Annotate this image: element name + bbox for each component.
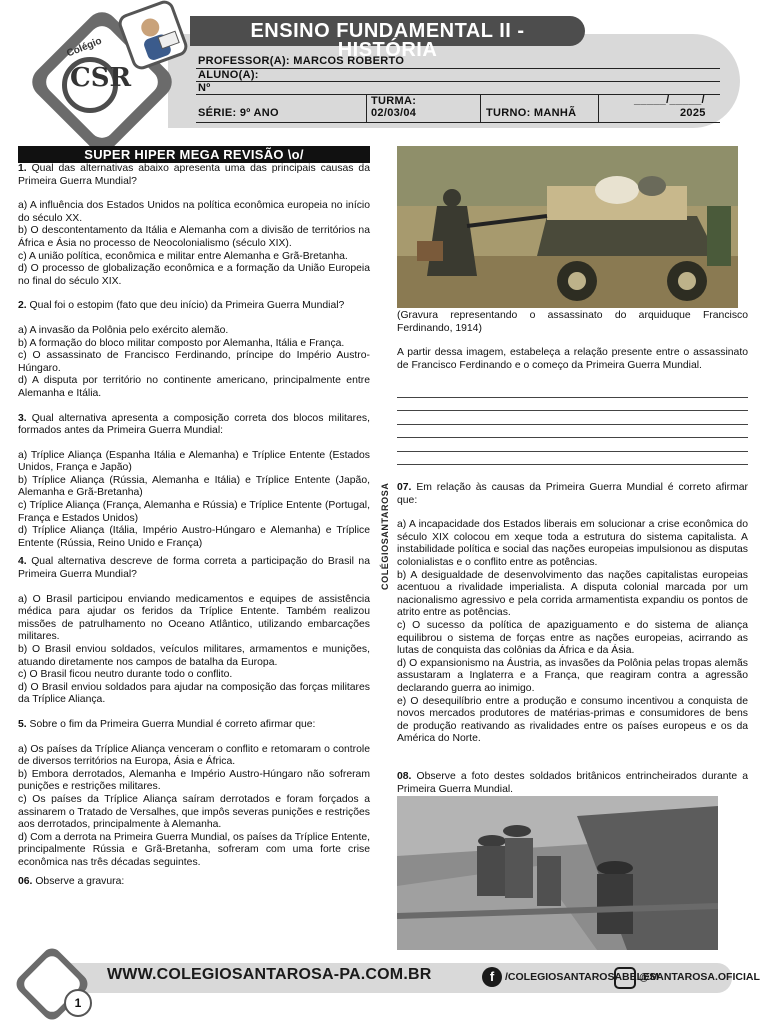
answer-option: a) A influência dos Estados Unidos na política econômica europeia no início do século XX. (18, 200, 370, 224)
answer-option: c) O assassinato de Francisco Ferdinando, príncipe do Império Austro-Húngaro. (18, 350, 370, 374)
student-number-field: Nº (198, 82, 211, 94)
vertical-watermark: COLÉGIOSANTAROSA (380, 482, 390, 590)
answer-option: c) A união política, econômica e militar entre Alemanha e Grã-Bretanha. (18, 250, 348, 262)
question-7-option-e: e) O desequilíbrio entre a produção e consumo incentivou a conquista de novos mercados produtores de matérias-primas e consumidores de bens de produção reativando as rivalidades entre os países europeus e os da América do Norte. (397, 695, 748, 745)
answer-option: b) Tríplice Aliança (Rússia, Alemanha e Itália) e Tríplice Entente (Japão, Alemanha e Grã-Bretanha) (18, 474, 370, 499)
question-number: 2. (18, 300, 27, 312)
answer-area[interactable] (397, 384, 748, 465)
question-7-option-a: a) A incapacidade dos Estados liberais em solucionar a crise econômica do século XIX colocou em xeque toda a estrutura do sistema capitalista. A instabilidade política e social das nações europeias impulsionou as disputas colonialistas e o conflito entre as potências. (397, 519, 748, 568)
professor-field: PROFESSOR(A): MARCOS ROBERTO (198, 55, 405, 67)
instagram-handle[interactable]: @SANTAROSA.OFICIAL (639, 971, 760, 983)
answer-line[interactable] (397, 437, 748, 438)
question-number: 3. (18, 412, 27, 424)
answer-option: d) A disputa por território no continente americano, principalmente entre Alemanha e Itália. (18, 375, 370, 399)
spacer (18, 732, 370, 744)
answer-option: a) A invasão da Polônia pelo exército alemão. (18, 324, 229, 336)
question-number: 5. (18, 718, 27, 730)
question-text: Qual alternativa descreve de forma correta a participação do Brasil na Primeira Guerra Mundial? (18, 556, 370, 581)
question-7-option-b: b) A desigualdade de desenvolvimento das nações capitalistas europeias acentuou a rivalidade imperialista. A disputa colonial marcada por um nacionalismo agressivo e pela corrida armamentista expandiu os pontos de atrito entre as potências. (397, 569, 748, 619)
question-stem (18, 300, 370, 313)
facebook-handle[interactable]: /COLEGIOSANTAROSABELEM (505, 971, 659, 983)
divider (196, 122, 720, 123)
question-number: 06. (18, 875, 33, 887)
question-text: Qual foi o estopim (fato que deu início) da Primeira Guerra Mundial? (26, 300, 345, 312)
answer-option: b) O descontentamento da Itália e Alemanha com a divisão de territórios na África e Ásia no processo de Neocolonialismo (século XIX). (18, 225, 370, 249)
answer-line[interactable] (397, 397, 748, 398)
left-column (18, 163, 370, 888)
page-number: 1 (64, 989, 92, 1017)
question-stem (18, 163, 370, 188)
question-stem (18, 413, 370, 438)
assassination-engraving-image (397, 146, 738, 308)
grade-field: SÉRIE: 9º ANO (198, 107, 279, 119)
divider (196, 81, 720, 82)
answer-line[interactable] (397, 410, 748, 411)
question-text: Observe a foto destes soldados britânicos entrincheirados durante a Primeira Guerra Mundial. (397, 771, 748, 795)
question-7-option-d: d) O expansionismo na Áustria, as invasões da Polônia pelas tropas alemãs assustaram a Inglaterra e a França, que reagiram contra a agressão declarando guerra ao inimigo. (397, 657, 748, 694)
question-text: Qual alternativa apresenta a composição correta dos blocos militares, formados antes da Primeira Guerra Mundial: (18, 412, 370, 437)
spacer (18, 707, 370, 719)
answer-option: b) A formação do bloco militar composto por Alemanha, Itália e França. (18, 337, 345, 349)
school-website-link[interactable]: WWW.COLEGIOSANTAROSA-PA.COM.BR (107, 966, 432, 983)
year-field: 2025 (680, 107, 706, 119)
school-logo-word: Colégio (65, 35, 104, 60)
question-text: Em relação às causas da Primeira Guerra Mundial é correto afirmar que: (397, 482, 748, 506)
answer-line[interactable] (397, 451, 748, 452)
answer-option: c) Tríplice Aliança (França, Alemanha e Rússia) e Tríplice Entente (Portugal, França e Estados Unidos) (18, 500, 370, 524)
school-logo-letters: CSR (70, 63, 132, 93)
answer-option: d) Com a derrota na Primeira Guerra Mundial, os países da Tríplice Entente, principalmente Rússia e Grã-Bretanha, sofreram com uma forte crise econômica nas três décadas seguintes. (18, 831, 370, 868)
question-6-prompt: A partir dessa imagem, estabeleça a relação presente entre o assassinato de Francisco Ferdinando e o começo da Primeira Guerra Mundial. (397, 347, 748, 371)
question-number: 08. (397, 771, 412, 782)
divider (196, 68, 720, 69)
question-number: 1. (18, 163, 27, 174)
answer-line[interactable] (397, 464, 748, 465)
spacer (18, 288, 370, 300)
question-stem (18, 719, 370, 732)
student-name-field: ALUNO(A): (198, 69, 259, 81)
class-value: 02/03/04 (371, 107, 417, 119)
class-label: TURMA: (371, 95, 417, 107)
answer-option: c) Os países da Tríplice Aliança saíram derrotados e foram forçados a assinarem o Tratado de Versalhes, que impôs severas punições e restrições aos derrotados, principalmente à Alemanha. (18, 793, 370, 831)
facebook-icon[interactable]: f (482, 967, 502, 987)
review-banner: SUPER HIPER MEGA REVISÃO \o/ (18, 146, 370, 163)
question-7-option-c: c) O sucesso da política de apaziguamento e do sistema de aliança equilibrou o sistema de forças entre as nações europeias, acirrando as lutas de conquista das colônias da África e da Ásia. (397, 619, 748, 657)
question-text: Qual das alternativas abaixo apresenta uma das principais causas da Primeira Guerra Mundial? (18, 163, 370, 187)
answer-option: a) Tríplice Aliança (Espanha Itália e Alemanha) e Tríplice Entente (Estados Unidos, França e Japão) (18, 449, 370, 474)
instagram-icon[interactable] (614, 967, 636, 989)
divider (598, 94, 599, 122)
question-stem (18, 876, 370, 889)
answer-option: a) Os países da Tríplice Aliança venceram o conflito e retomaram o controle de diversos territórios na Europa, Ásia e África. (18, 743, 370, 768)
answer-option: b) O Brasil enviou soldados, veículos militares, armamentos e munições, atuando diretamente nos campos de batalha da Europa. (18, 644, 370, 668)
divider (480, 94, 481, 122)
trench-soldiers-photo (397, 796, 718, 950)
answer-line[interactable] (397, 424, 748, 425)
answer-option: d) O Brasil enviou soldados para ajudar na composição das forças militares da Tríplice Aliança. (18, 681, 370, 706)
spacer (18, 438, 370, 450)
answer-option: b) Embora derrotados, Alemanha e Império Austro-Húngaro não sofreram punições e restrições militares. (18, 768, 370, 793)
shift-field: TURNO: MANHÃ (486, 107, 577, 119)
question-text: Sobre o fim da Primeira Guerra Mundial é correto afirmar que: (26, 718, 316, 730)
spacer (18, 401, 370, 413)
question-text: Observe a gravura: (32, 875, 125, 887)
question-8 (397, 771, 748, 796)
question-stem (18, 556, 370, 581)
answer-option: d) O processo de globalização econômica e a formação da União Europeia no final do século XIX. (18, 263, 370, 287)
date-field: _____/_____/ (634, 94, 705, 106)
question-7 (397, 482, 748, 746)
question-number: 4. (18, 556, 27, 568)
spacer (18, 188, 370, 200)
spacer (18, 582, 370, 594)
question-number: 07. (397, 482, 412, 493)
answer-option: d) Tríplice Aliança (Itália, Império Austro-Húngaro e Alemanha) e Tríplice Entente (Rússia, Reino Unido e França) (18, 525, 370, 549)
title-line-2: HISTÓRIA (337, 39, 438, 61)
answer-option: a) O Brasil participou enviando medicamentos e equipes de assistência médica para ajudar os feridos da Tríplice Entente. Também realizou missões de patrulhamento no Oceano Atlântico, utilizando embarcações militares. (18, 593, 370, 643)
divider (366, 94, 367, 122)
spacer (18, 313, 370, 325)
title-line-1: ENSINO FUNDAMENTAL II - (250, 20, 525, 42)
image1-caption: (Gravura representando o assassinato do arquiduque Francisco Ferdinando, 1914) (397, 310, 748, 334)
answer-option: c) O Brasil ficou neutro durante todo o conflito. (18, 669, 233, 681)
